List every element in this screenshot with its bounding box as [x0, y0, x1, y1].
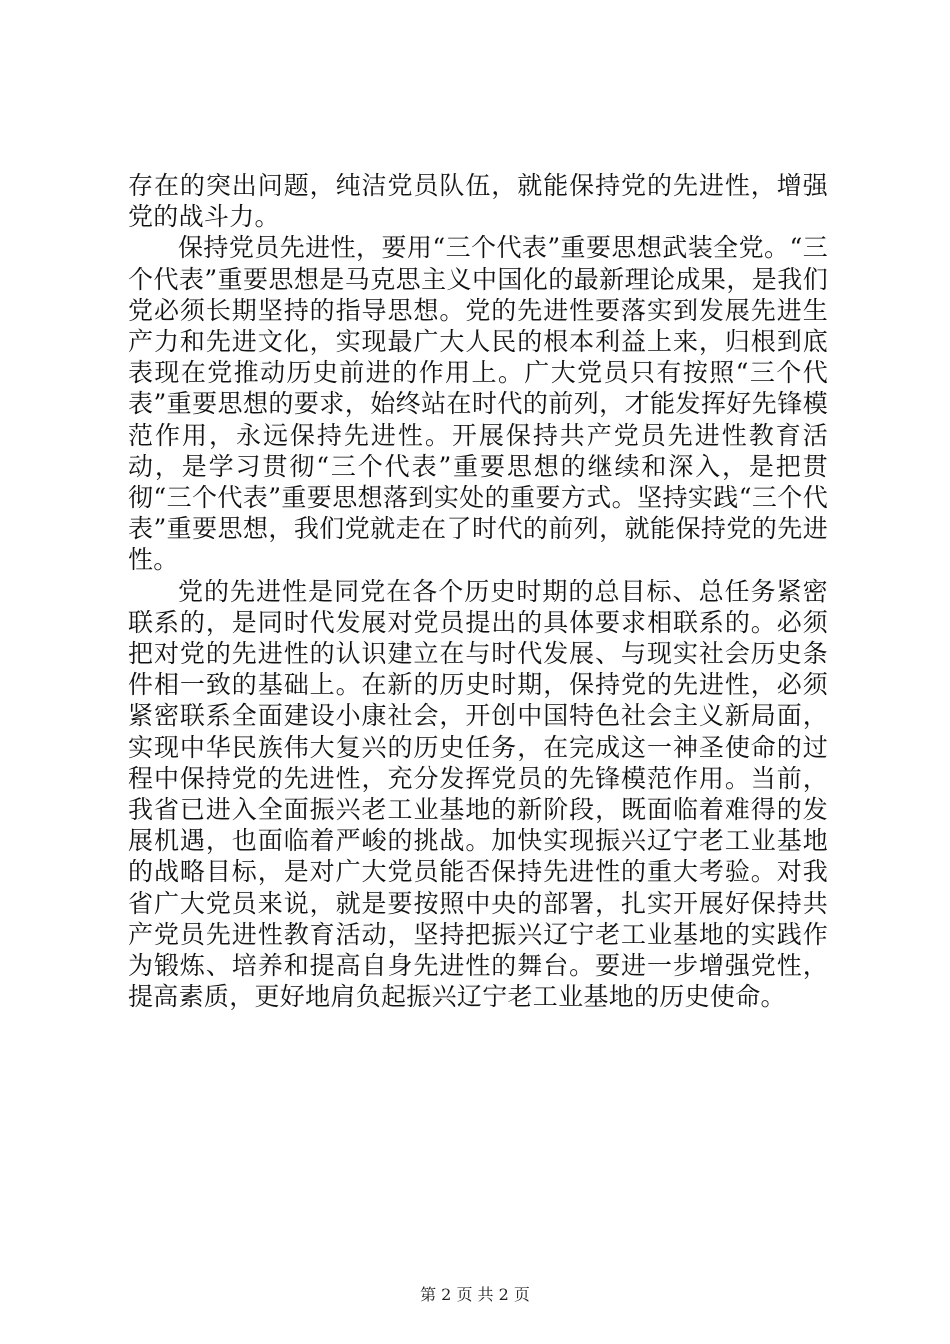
paragraph-party-advancement: 党的先进性是同党在各个历史时期的总目标、总任务紧密联系的，是同时代发展对党员提出的具体要求相联系的。必须把对党的先进性的认识建立在与时代发展、与现实社会历史条件相一致的基础上。在新的历史时期，保持党的先进性，必须紧密联系全面建设小康社会，开创中国特色社会主义新局面，实现中华民族伟大复兴的历史任务，在完成这一神圣使命的过程中保持党的先进性，充分发挥党员的先锋模范作用。当前，我省已进入全面振兴老工业基地的新阶段，既面临着难得的发展机遇，也面临着严峻的挑战。加快实现振兴辽宁老工业基地的战略目标，是对广大党员能否保持先进性的重大考验。对我省广大党员来说，就是要按照中央的部署，扎实开展好保持共产党员先进性教育活动，坚持把振兴辽宁老工业基地的实践作为锻炼、培养和提高自身先进性的舞台。要进一步增强党性，提高素质，更好地肩负起振兴辽宁老工业基地的历史使命。: [128, 576, 828, 1012]
paragraph-continuation: 存在的突出问题，纯洁党员队伍，就能保持党的先进性，增强党的战斗力。: [128, 171, 828, 232]
document-body: [128, 170, 828, 1012]
page-footer: 第 2 页 共 2 页: [420, 1285, 530, 1304]
paragraph-three-represents: 保持党员先进性，要用“三个代表”重要思想武装全党。“三个代表”重要思想是马克思主义中国化的最新理论成果，是我们党必须长期坚持的指导思想。党的先进性要落实到发展先进生产力和先进文化，实现最广大人民的根本利益上来，归根到底表现在党推动历史前进的作用上。广大党员只有按照“三个代表”重要思想的要求，始终站在时代的前列，才能发挥好先锋模范作用，永远保持先进性。开展保持共产党员先进性教育活动，是学习贯彻“三个代表”重要思想的继续和深入，是把贯彻“三个代表”重要思想落到实处的重要方式。坚持实践“三个代表”重要思想，我们党就走在了时代的前列，就能保持党的先进性。: [128, 233, 828, 575]
